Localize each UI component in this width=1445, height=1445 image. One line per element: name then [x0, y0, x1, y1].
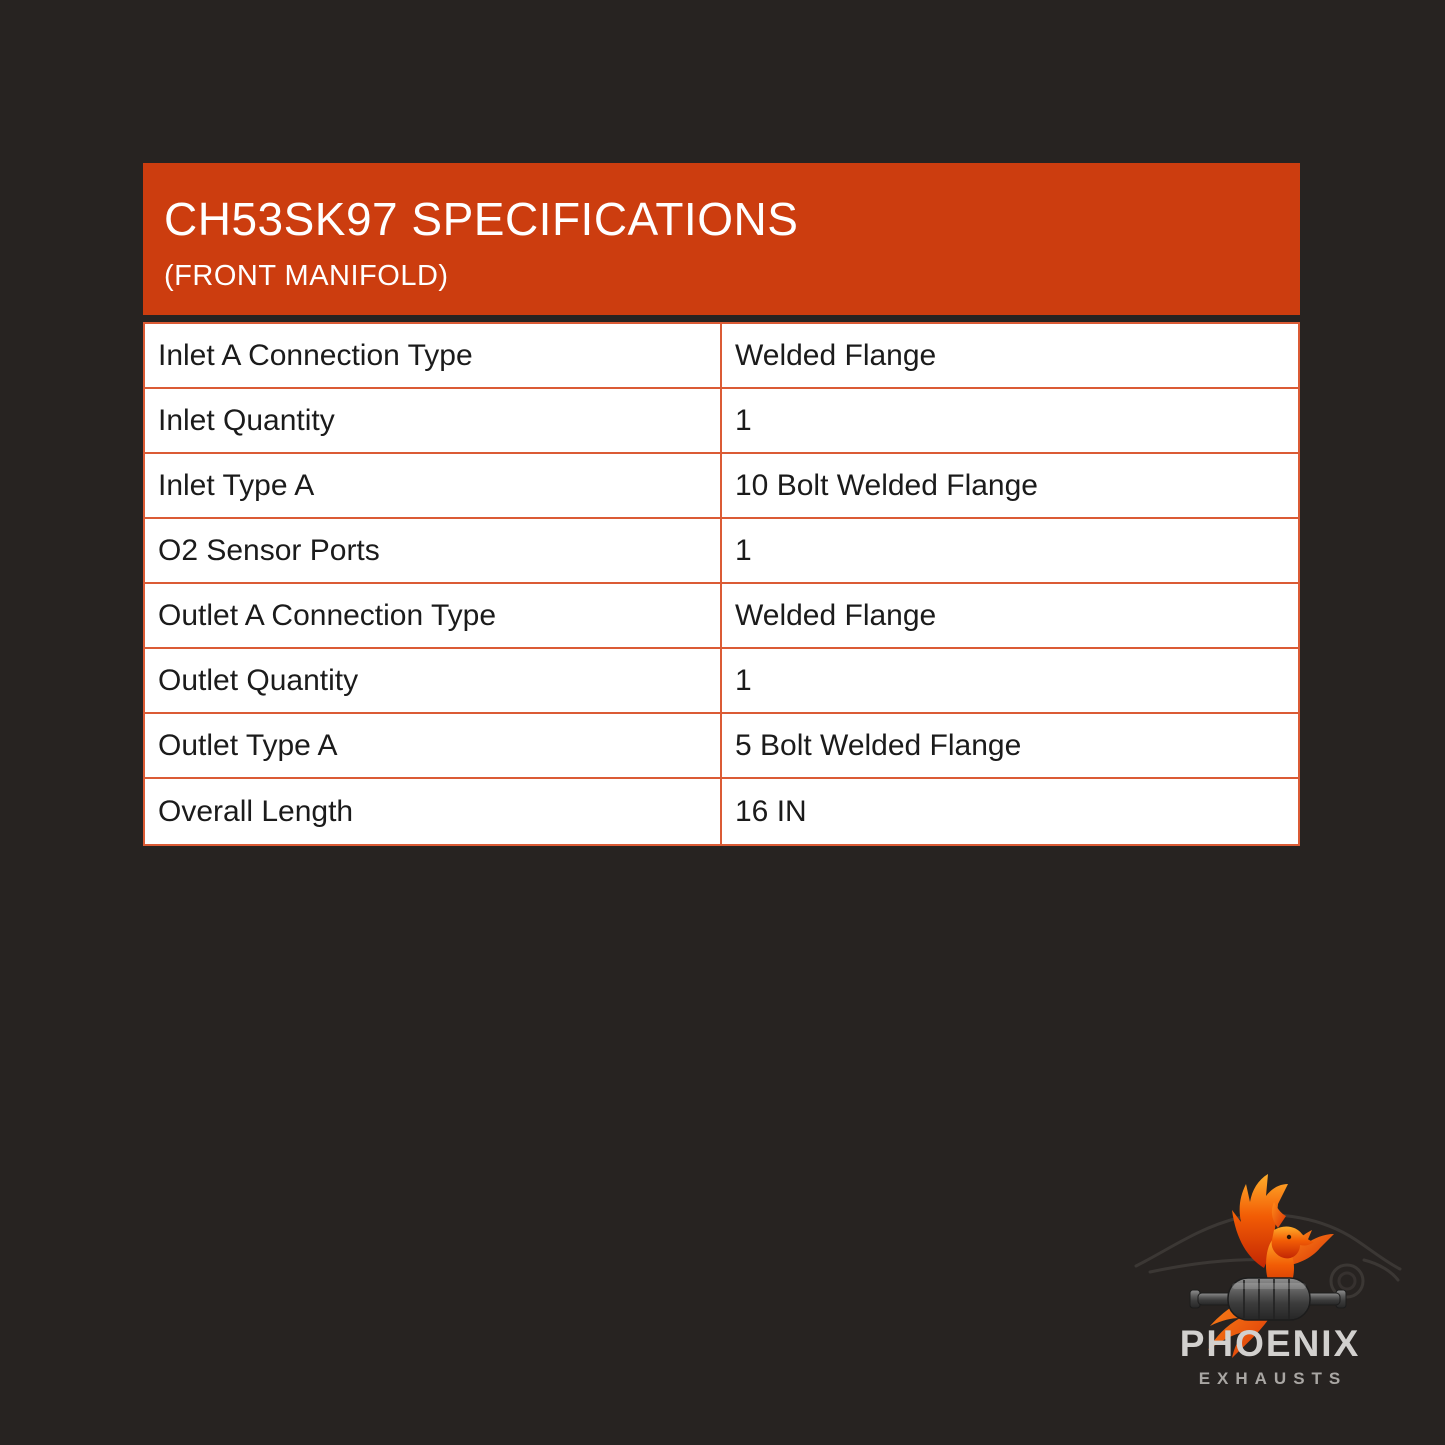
spec-value-cell: 16 IN	[735, 794, 807, 828]
spec-value-cell: 1	[735, 403, 752, 437]
spec-label-cell: Overall Length	[145, 779, 722, 844]
spec-label-cell: Outlet A Connection Type	[145, 584, 722, 647]
spec-value-cell: 1	[735, 663, 752, 697]
table-row	[145, 714, 1298, 779]
spec-label-cell: Outlet Type A	[145, 714, 722, 777]
logo-tagline-text: EXHAUSTS	[1198, 1369, 1348, 1388]
spec-label-cell: Outlet Quantity	[145, 649, 722, 712]
catalytic-converter-icon	[1190, 1278, 1346, 1320]
spec-label-cell: O2 Sensor Ports	[145, 519, 722, 582]
spec-value-cell: 10 Bolt Welded Flange	[735, 468, 1038, 502]
spec-value-cell: 5 Bolt Welded Flange	[735, 728, 1022, 762]
brand-logo	[1128, 1168, 1412, 1422]
spec-header	[143, 163, 1300, 315]
phoenix-exhausts-logo-icon	[1128, 1168, 1412, 1422]
table-row	[145, 324, 1298, 389]
page-title: CH53SK97 SPECIFICATIONS	[164, 193, 799, 245]
spec-value-cell: 1	[735, 533, 752, 567]
logo-brand-text: PHOENIX	[1179, 1323, 1361, 1364]
table-row	[145, 519, 1298, 584]
spec-value-cell: Welded Flange	[735, 338, 937, 372]
spec-value-cell: Welded Flange	[735, 598, 937, 632]
spec-label-cell: Inlet Quantity	[145, 389, 722, 452]
spec-label-cell: Inlet Type A	[145, 454, 722, 517]
table-row	[145, 584, 1298, 649]
page-subtitle: (FRONT MANIFOLD)	[164, 259, 449, 292]
table-row	[145, 649, 1298, 714]
table-row	[145, 779, 1298, 844]
spec-table	[143, 322, 1300, 846]
spec-label-cell: Inlet A Connection Type	[145, 324, 722, 387]
table-row	[145, 389, 1298, 454]
table-row	[145, 454, 1298, 519]
